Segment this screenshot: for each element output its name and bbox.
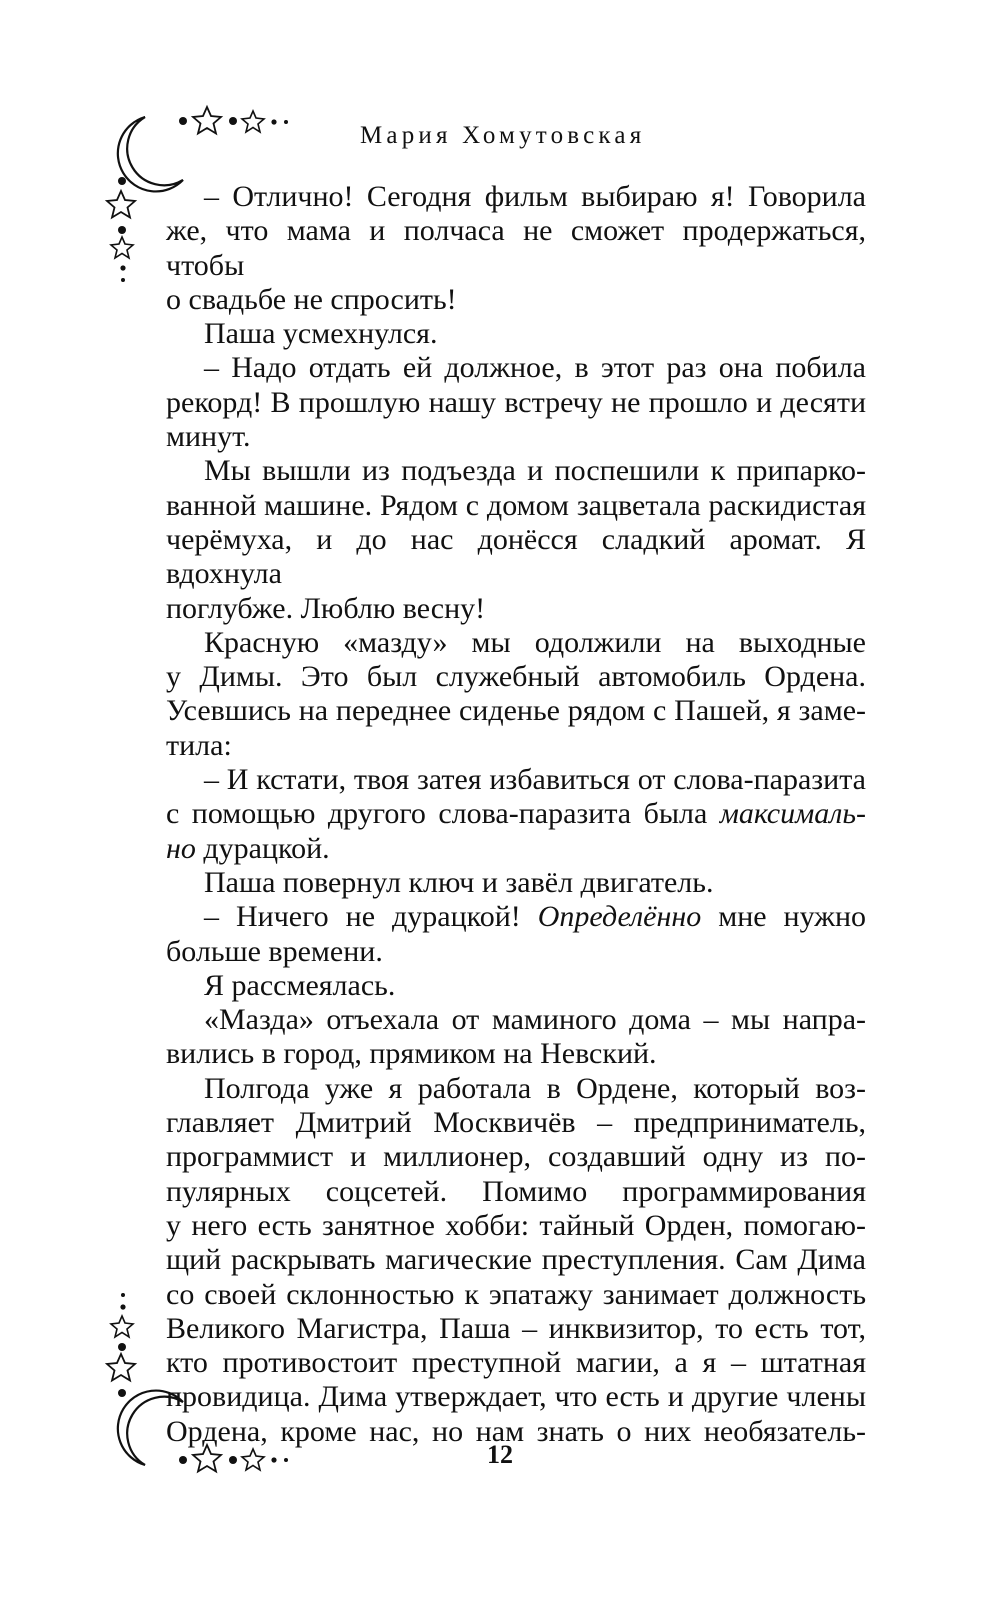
- dot-icon: [179, 117, 187, 125]
- text-segment: пулярных соцсетей. Помимо программирования: [166, 1174, 866, 1208]
- text-line: [166, 1243, 866, 1277]
- text-line: [166, 1037, 866, 1071]
- text-segment: Полгода уже я работала в Ордене, который воз-: [204, 1071, 866, 1105]
- text-segment: черёмуха, и до нас донёсся сладкий аромат. Я вдохнула: [166, 522, 866, 591]
- text-line: [166, 797, 866, 831]
- dot-icon: [120, 1304, 125, 1309]
- text-line: [166, 351, 866, 385]
- text-segment: у Димы. Это был служебный автомобиль Ордена.: [166, 660, 866, 694]
- italic-segment: но: [166, 831, 196, 865]
- text-line: [166, 1140, 866, 1174]
- dot-icon: [121, 278, 125, 282]
- text-segment: Паша повернул ключ и завёл двигатель.: [204, 865, 714, 899]
- text-segment: больше времени.: [166, 934, 383, 968]
- text-line: [166, 592, 866, 626]
- dot-icon: [121, 1293, 125, 1297]
- text-segment: мне нужно: [701, 900, 866, 934]
- italic-segment: максималь-: [719, 797, 866, 831]
- text-segment: о свадьбе не спросить!: [166, 282, 457, 316]
- text-segment: Красную «мазду» мы одолжили на выходные: [204, 625, 866, 659]
- text-segment: рекорд! В прошлую нашу встречу не прошло и десяти: [166, 385, 866, 419]
- dot-icon: [118, 1343, 126, 1351]
- text-line: [166, 1072, 866, 1106]
- text-segment: Ордена, кроме нас, но нам знать о них необязатель-: [166, 1414, 866, 1448]
- text-segment: тила:: [166, 728, 232, 762]
- star-icon: [107, 191, 135, 218]
- star-icon: [111, 1316, 133, 1337]
- text-segment: программист и миллионер, создавший одну из по-: [166, 1140, 866, 1174]
- text-line: [166, 832, 866, 866]
- text-segment: поглубже. Люблю весну!: [166, 591, 486, 625]
- text-line: [166, 283, 866, 317]
- text-line: [166, 1003, 866, 1037]
- text-line: [166, 454, 866, 488]
- page-number: 12: [487, 1440, 513, 1469]
- dot-icon: [271, 119, 276, 124]
- text-line: [166, 1312, 866, 1346]
- text-segment: – Ничего не дурацкой!: [204, 900, 538, 934]
- text-line: [166, 866, 866, 900]
- text-line: [166, 1106, 866, 1140]
- text-segment: – Надо отдать ей должное, в этот раз она побила: [204, 351, 866, 385]
- text-segment: со своей склонностью к эпатажу занимает должность: [166, 1277, 866, 1311]
- text-segment: ванной машине. Рядом с домом зацветала раскидистая: [166, 488, 866, 522]
- text-line: [166, 660, 866, 694]
- text-segment: – И кстати, твоя затея избавиться от слова-паразита: [204, 763, 866, 797]
- text-line: [166, 386, 866, 420]
- text-line: [166, 1278, 866, 1312]
- dot-icon: [120, 265, 125, 270]
- text-line: [166, 1175, 866, 1209]
- text-line: [166, 935, 866, 969]
- text-segment: с помощью другого слова-паразита была: [166, 797, 720, 831]
- text-segment: Великого Магистра, Паша – инквизитор, то есть тот,: [166, 1311, 866, 1345]
- text-segment: дурацкой.: [195, 831, 330, 865]
- dot-icon: [284, 120, 288, 124]
- text-line: [166, 1380, 866, 1414]
- text-line: [166, 626, 866, 660]
- dot-icon: [118, 226, 126, 234]
- text-line: [166, 729, 866, 763]
- text-line: [166, 317, 866, 351]
- dot-icon: [118, 1389, 126, 1397]
- text-segment: минут.: [166, 420, 251, 454]
- dot-icon: [229, 117, 237, 125]
- text-line: [166, 763, 866, 797]
- star-icon: [242, 111, 264, 132]
- running-header-author: Мария Хомутовская: [360, 122, 646, 149]
- text-segment: Я рассмеялась.: [204, 968, 396, 1002]
- text-line: [166, 900, 866, 934]
- body-text: [166, 180, 866, 1449]
- text-segment: Усевшись на переднее сиденье рядом с Пашей, я заме-: [166, 694, 866, 728]
- text-segment: Паша усмехнулся.: [204, 317, 438, 351]
- text-segment: Мы вышли из подъезда и поспешили к припарко-: [204, 454, 866, 488]
- text-line: [166, 214, 866, 283]
- text-segment: у него есть занятное хобби: тайный Орден, помогаю-: [166, 1208, 866, 1242]
- text-segment: вились в город, прямиком на Невский.: [166, 1037, 657, 1071]
- text-segment: кто противостоит преступной магии, а я – штатная: [166, 1346, 866, 1380]
- dot-icon: [118, 177, 126, 185]
- text-line: [166, 180, 866, 214]
- text-segment: щий раскрывать магические преступления. Сам Дима: [166, 1243, 866, 1277]
- text-line: [166, 420, 866, 454]
- text-line: [166, 1209, 866, 1243]
- text-segment: «Мазда» отъехала от маминого дома – мы напра-: [204, 1003, 866, 1037]
- text-segment: главляет Дмитрий Москвичёв – предприниматель,: [166, 1106, 866, 1140]
- text-line: [166, 969, 866, 1003]
- text-segment: – Отлично! Сегодня фильм выбираю я! Говорила: [204, 180, 866, 213]
- text-line: [166, 694, 866, 728]
- italic-segment: Определённо: [537, 900, 702, 934]
- star-icon: [107, 1354, 135, 1381]
- star-icon: [111, 237, 133, 258]
- text-segment: же, что мама и полчаса не сможет продержаться, чтобы: [166, 214, 866, 282]
- text-line: [166, 523, 866, 592]
- text-line: [166, 489, 866, 523]
- star-icon: [193, 107, 221, 134]
- text-line: [166, 1346, 866, 1380]
- text-segment: провидица. Дима утверждает, что есть и другие члены: [166, 1380, 866, 1414]
